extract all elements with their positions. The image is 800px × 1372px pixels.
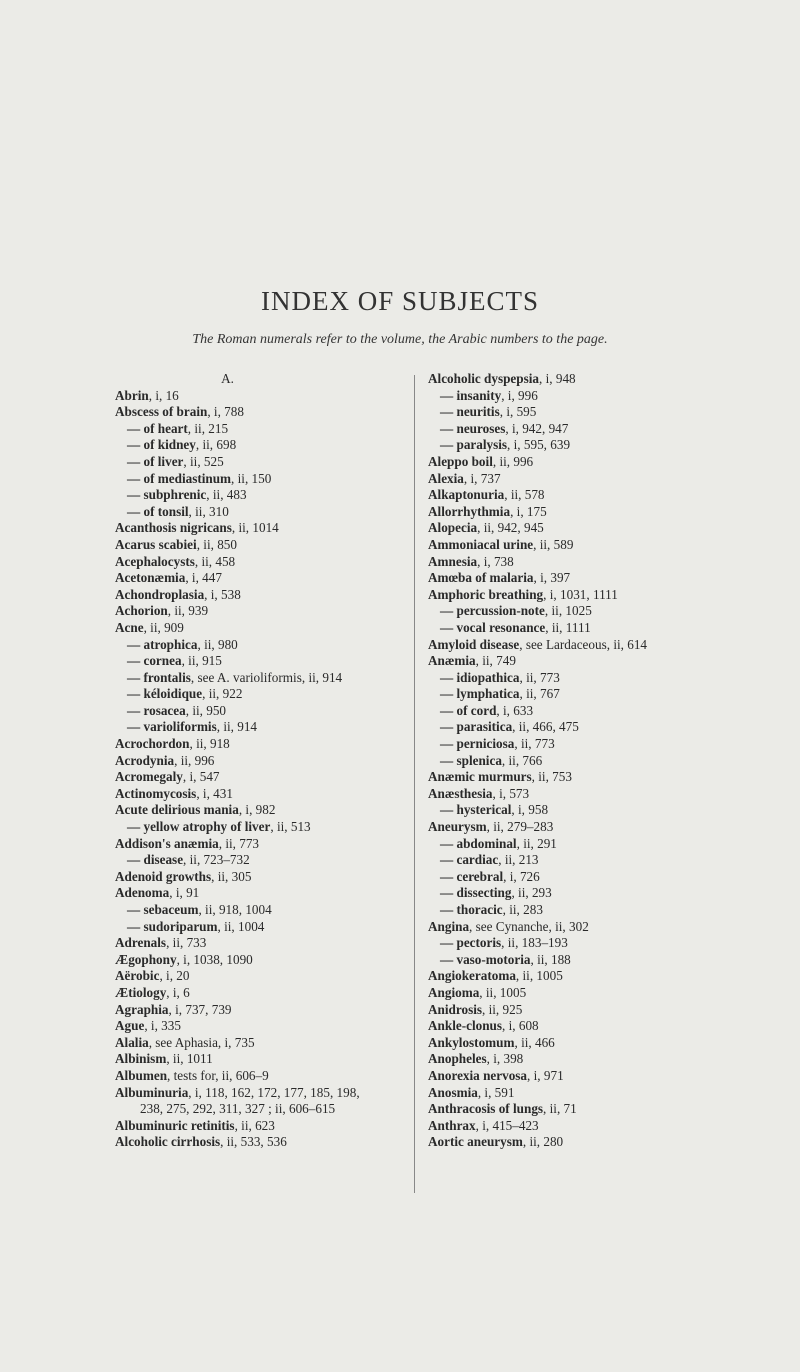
index-entry: Acrodynia, ii, 996: [115, 752, 215, 768]
index-entry: Acromegaly, i, 547: [115, 769, 220, 785]
index-entry: Alcoholic cirrhosis, ii, 533, 536: [115, 1134, 287, 1150]
index-subentry: — parasitica, ii, 466, 475: [440, 719, 579, 735]
index-entry: Aneurysm, ii, 279–283: [428, 819, 554, 835]
index-subentry: — vaso-motoria, ii, 188: [440, 951, 571, 967]
index-subentry: — splenica, ii, 766: [440, 752, 543, 768]
index-entry: Acetonæmia, i, 447: [115, 570, 222, 586]
index-subentry: — vocal resonance, ii, 1111: [440, 619, 591, 635]
index-entry: Acne, ii, 909: [115, 619, 184, 635]
index-entry: Angiokeratoma, ii, 1005: [428, 968, 563, 984]
index-subentry: — lymphatica, ii, 767: [440, 686, 560, 702]
index-entry: Ankle-clonus, i, 608: [428, 1018, 539, 1034]
page-title: INDEX OF SUBJECTS: [260, 286, 540, 316]
index-entry: Angioma, ii, 1005: [428, 984, 527, 1000]
index-entry: Anæmic murmurs, ii, 753: [428, 769, 572, 785]
index-entry: Acanthosis nigricans, ii, 1014: [115, 520, 279, 536]
index-entry: Abscess of brain, i, 788: [115, 404, 244, 420]
index-subentry: — insanity, i, 996: [440, 387, 538, 403]
index-entry: Anorexia nervosa, i, 971: [428, 1067, 564, 1083]
index-subentry: — perniciosa, ii, 773: [440, 736, 555, 752]
index-entry: Achorion, ii, 939: [115, 603, 209, 619]
index-subentry: — idiopathica, ii, 773: [440, 669, 560, 685]
index-subentry: — of kidney, ii, 698: [127, 437, 237, 453]
index-entry: Albumen, tests for, ii, 606–9: [115, 1067, 269, 1083]
index-subentry: — sebaceum, ii, 918, 1004: [127, 902, 272, 917]
index-entry: Alexia, i, 737: [428, 470, 501, 486]
index-subentry: — disease, ii, 723–732: [127, 852, 250, 868]
index-subentry: — of liver, ii, 525: [127, 453, 224, 469]
index-subentry: — kéloidique, ii, 922: [127, 686, 243, 702]
index-subentry: — thoracic, ii, 283: [440, 902, 543, 917]
index-subentry: — of heart, ii, 215: [127, 420, 229, 436]
index-subentry: — pectoris, ii, 183–193: [440, 935, 568, 951]
index-subentry: — percussion-note, ii, 1025: [440, 603, 592, 619]
index-entry: Acrochordon, ii, 918: [115, 736, 230, 752]
index-entry: Adrenals, ii, 733: [115, 935, 207, 951]
index-subentry: — neuritis, i, 595: [440, 404, 537, 420]
index-column-right: [428, 371, 708, 1151]
index-subentry: — cardiac, ii, 213: [440, 852, 539, 868]
section-letter: A.: [221, 371, 234, 386]
index-entry: Amnesia, i, 738: [428, 553, 514, 569]
index-subentry: — of mediastinum, ii, 150: [127, 470, 272, 486]
index-entry: Abrin, i, 16: [115, 387, 179, 403]
index-entry: Acarus scabiei, ii, 850: [115, 536, 237, 552]
index-subentry: — sudoriparum, ii, 1004: [127, 918, 265, 934]
index-column-left: [115, 371, 400, 1151]
index-entry: Acephalocysts, ii, 458: [115, 553, 236, 569]
index-entry: Albuminuric retinitis, ii, 623: [115, 1117, 275, 1133]
index-entry: Ætiology, i, 6: [115, 984, 190, 1000]
index-entry: Anidrosis, ii, 925: [428, 1001, 523, 1017]
index-entry: Aërobic, i, 20: [115, 968, 190, 984]
index-subentry: — atrophica, ii, 980: [127, 636, 238, 652]
index-entry: Alcoholic dyspepsia, i, 948: [428, 371, 576, 386]
index-entry: Achondroplasia, i, 538: [115, 586, 241, 602]
index-entry: Agraphia, i, 737, 739: [115, 1001, 232, 1017]
index-subentry: — cornea, ii, 915: [127, 653, 222, 669]
index-entry: Alalia, see Aphasia, i, 735: [115, 1034, 255, 1050]
index-entry: Ague, i, 335: [115, 1018, 181, 1034]
index-subentry: — hysterical, i, 958: [440, 802, 549, 818]
index-entry: Anæsthesia, i, 573: [428, 785, 530, 801]
index-subentry: — of tonsil, ii, 310: [127, 503, 229, 519]
index-subentry: — varioliformis, ii, 914: [127, 719, 258, 735]
index-entry: Ammoniacal urine, ii, 589: [428, 536, 574, 552]
index-entry: Alkaptonuria, ii, 578: [428, 487, 545, 503]
index-subentry: — of cord, i, 633: [440, 702, 534, 718]
index-subentry: — dissecting, ii, 293: [440, 885, 552, 901]
index-entry: Amyloid disease, see Lardaceous, ii, 614: [428, 636, 648, 652]
index-subentry: — frontalis, see A. varioliformis, ii, 914: [127, 669, 343, 685]
index-subentry: — paralysis, i, 595, 639: [440, 437, 571, 453]
index-entry: Anthracosis of lungs, ii, 71: [428, 1101, 577, 1117]
index-entry: Angina, see Cynanche, ii, 302: [428, 918, 589, 934]
index-entry: Anæmia, ii, 749: [428, 653, 516, 669]
column-divider: [414, 375, 415, 1193]
index-entry: 238, 275, 292, 311, 327 ; ii, 606–615: [140, 1101, 336, 1117]
index-entry: Ankylostomum, ii, 466: [428, 1034, 555, 1050]
index-subentry: — neuroses, i, 942, 947: [440, 420, 569, 436]
index-entry: Addison's anæmia, ii, 773: [115, 835, 260, 851]
index-entry: Ægophony, i, 1038, 1090: [115, 951, 253, 967]
index-subentry: — yellow atrophy of liver, ii, 513: [127, 819, 311, 835]
index-entry: Allorrhythmia, i, 175: [428, 503, 547, 519]
page-subtitle: The Roman numerals refer to the volume, the Arabic numbers to the page.: [192, 332, 608, 347]
index-subentry: — rosacea, ii, 950: [127, 702, 227, 718]
index-entry: Adenoma, i, 91: [115, 885, 200, 901]
index-entry: Amphoric breathing, i, 1031, 1111: [428, 586, 618, 602]
index-entry: Anopheles, i, 398: [428, 1051, 524, 1067]
index-entry: Albuminuria, i, 118, 162, 172, 177, 185, 198,: [115, 1084, 360, 1100]
index-entry: Adenoid growths, ii, 305: [115, 868, 252, 884]
index-subentry: — cerebral, i, 726: [440, 868, 540, 884]
index-entry: Aleppo boil, ii, 996: [428, 453, 534, 469]
index-entry: Alopecia, ii, 942, 945: [428, 520, 544, 536]
index-entry: Amœba of malaria, i, 397: [428, 570, 571, 586]
index-entry: Anthrax, i, 415–423: [428, 1117, 539, 1133]
index-subentry: — subphrenic, ii, 483: [127, 487, 247, 503]
index-subentry: — abdominal, ii, 291: [440, 835, 557, 851]
index-entry: Anosmia, i, 591: [428, 1084, 515, 1100]
index-entry: Albinism, ii, 1011: [115, 1051, 213, 1067]
index-entry: Actinomycosis, i, 431: [115, 785, 233, 801]
index-entry: Aortic aneurysm, ii, 280: [428, 1134, 564, 1150]
index-entry: Acute delirious mania, i, 982: [115, 802, 276, 818]
